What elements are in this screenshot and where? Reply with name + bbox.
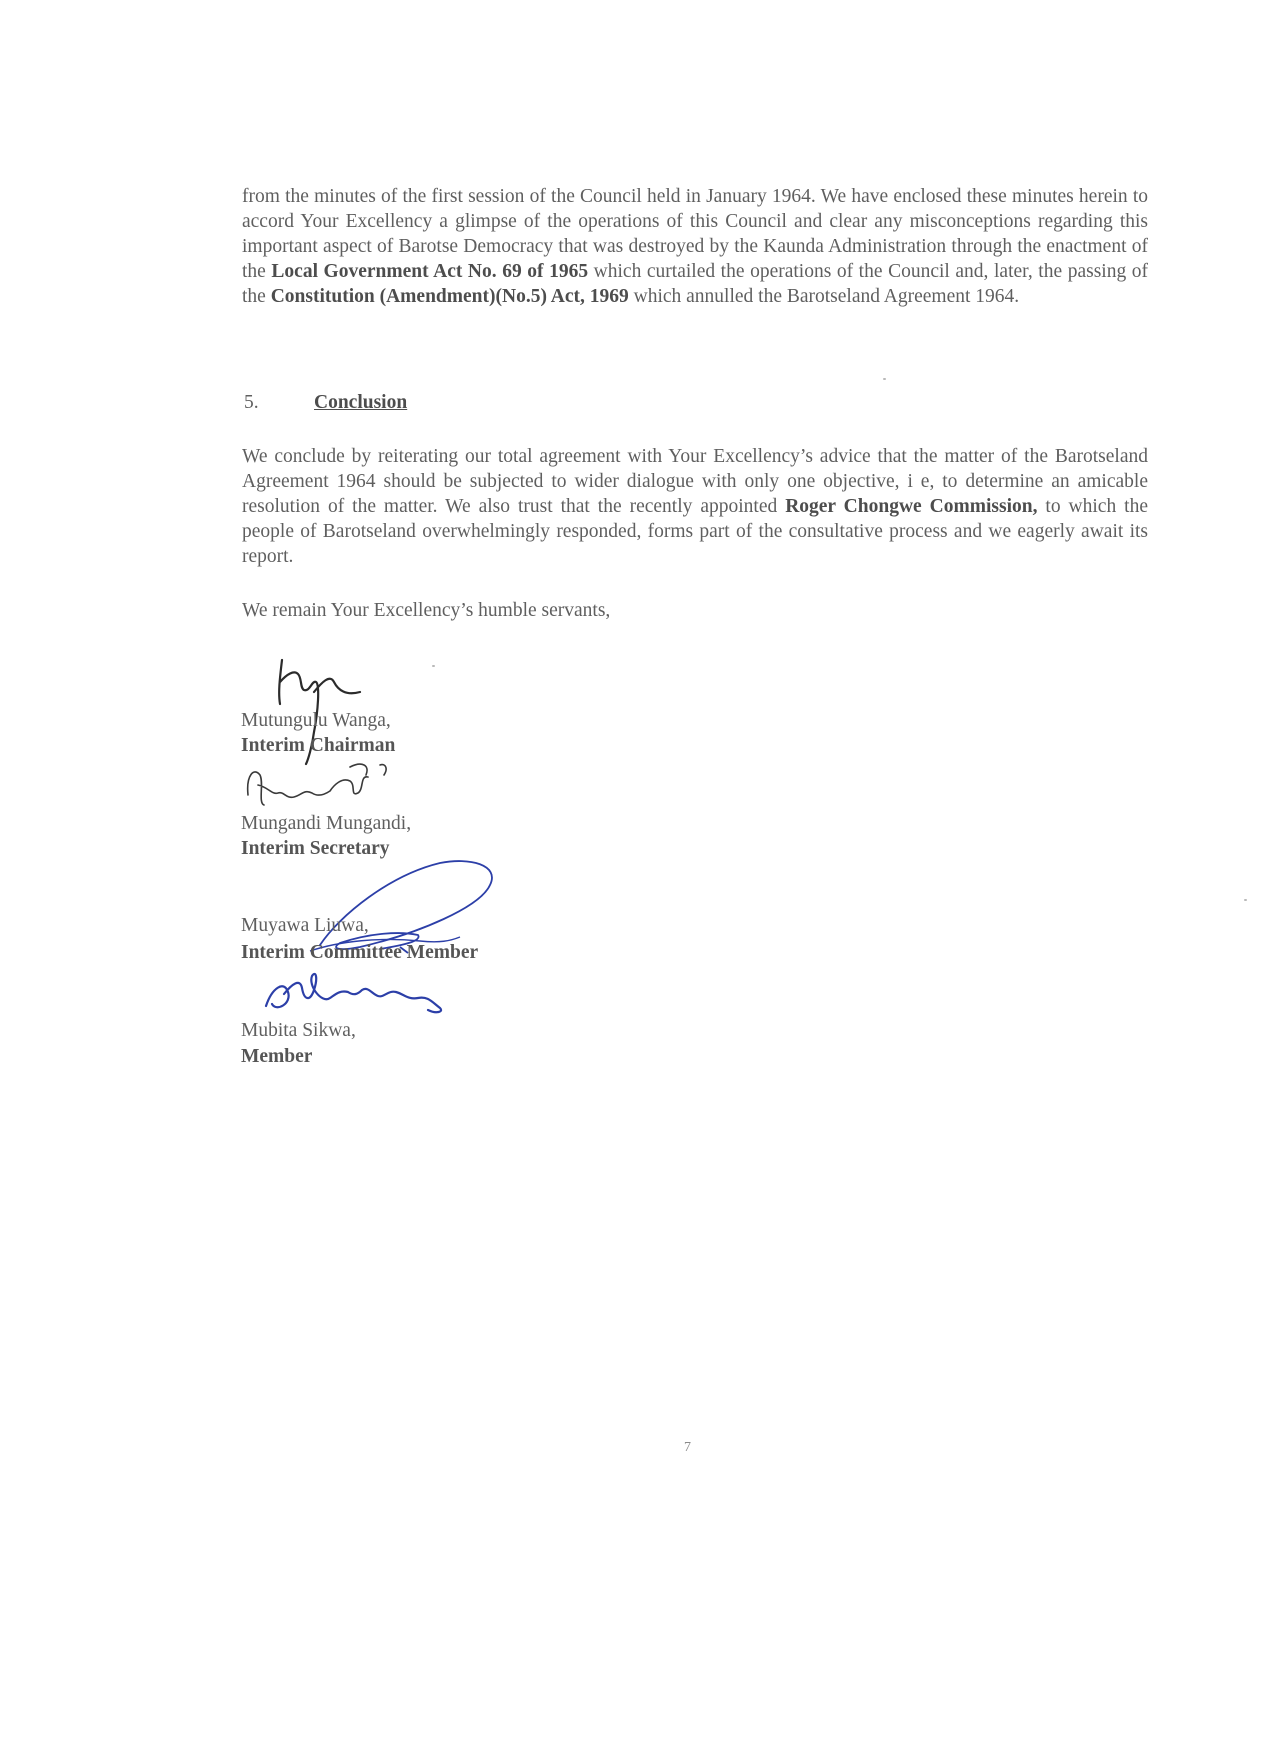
- section-number: 5.: [244, 392, 259, 413]
- act-reference: Local Government Act No. 69 of 1965: [271, 261, 589, 282]
- page-number: 7: [684, 1440, 691, 1455]
- signatory-title-3: Interim Committee Member: [241, 942, 479, 963]
- section-title: Conclusion: [314, 392, 408, 413]
- scan-speck: [1244, 899, 1247, 901]
- signatory-name-1: Mutungulu Wanga,: [241, 710, 391, 731]
- signatory-name-4: Mubita Sikwa,: [241, 1020, 356, 1041]
- signature-mark-4: [258, 964, 458, 1026]
- scan-speck: [432, 665, 435, 667]
- paragraph-text: to which the people of Barotseland overwhelmingly responded, forms part of the consultative process and we eagerly await its report.: [242, 496, 1148, 567]
- closing-line: We remain Your Excellency’s humble servants,: [242, 600, 611, 621]
- body-paragraph-2: [242, 444, 1148, 569]
- paragraph-text: We conclude by reiterating our total agreement with Your Excellency’s advice that the matter of the Barotseland Agreement 1964 should be subjected to wider dialogue with only one objective, i e, to determine an amicable resolution of the matter. We also trust that the recently appointed: [242, 446, 1148, 517]
- signatory-title-4: Member: [241, 1046, 313, 1067]
- commission-name: Roger Chongwe Commission,: [785, 496, 1038, 517]
- signatory-title-1: Interim Chairman: [241, 735, 396, 756]
- act-reference: Constitution (Amendment)(No.5) Act, 1969: [270, 286, 629, 307]
- signatory-title-2: Interim Secretary: [241, 838, 390, 859]
- paragraph-text: which curtailed the operations of the Council and, later, the passing of the: [242, 261, 1149, 307]
- signatory-name-2: Mungandi Mungandi,: [241, 813, 412, 834]
- signature-mark-2: [238, 755, 408, 820]
- paragraph-text: which annulled the Barotseland Agreement 1964.: [628, 286, 1020, 307]
- paragraph-text: from the minutes of the first session of the Council held in January 1964. We have enclosed these minutes herein to accord Your Excellency a glimpse of the operations of this Council and clear any misconceptions regarding this important aspect of Barotse Democracy that was destroyed by the Kaunda Administration through the enactment of the: [242, 186, 1148, 282]
- section-heading: [244, 392, 407, 414]
- body-paragraph-1: [242, 184, 1148, 309]
- scan-speck: [883, 378, 886, 380]
- signatory-name-3: Muyawa Liuwa,: [241, 915, 369, 936]
